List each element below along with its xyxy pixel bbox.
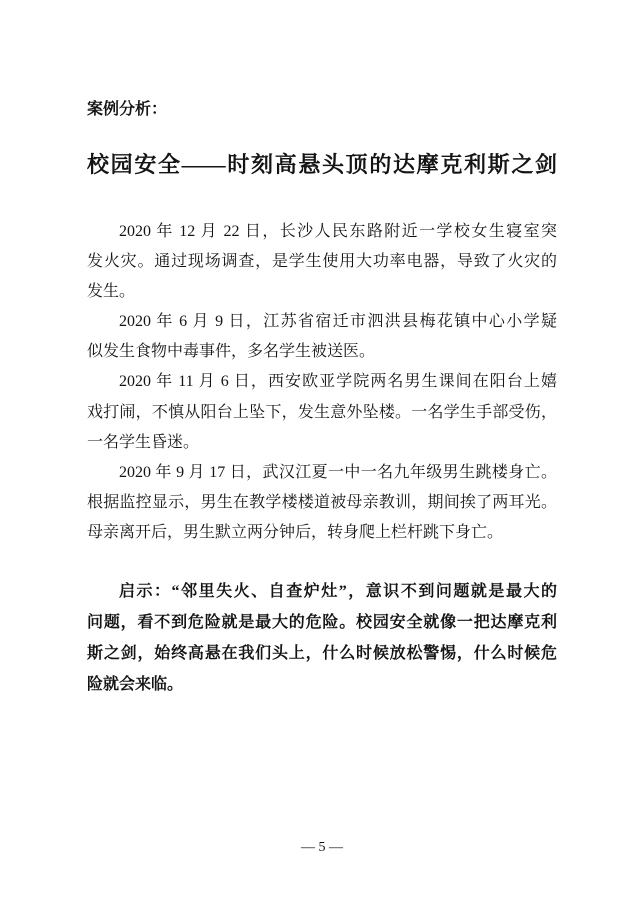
case-line: 戏打闹，不慎从阳台上坠下，发生意外坠楼。一名学生手部受伤， <box>87 403 557 421</box>
insight-line: 斯之剑，始终高悬在我们头上，什么时候放松警惕，什么时候危 <box>87 645 557 662</box>
case-paragraph <box>87 367 557 457</box>
case-line: 发火灾。通过现场调查，是学生使用大功率电器，导致了火灾的 <box>87 253 557 271</box>
case-line: 一名学生昏迷。 <box>87 433 200 451</box>
case-line: 发生。 <box>87 283 136 301</box>
case-line: 2020 年 9 月 17 日，武汉江夏一中一名九年级男生跳楼身亡。 <box>119 463 557 481</box>
case-line: 根据监控显示，男生在教学楼楼道被母亲教训，期间挨了两耳光。 <box>87 493 557 511</box>
insight-paragraph <box>87 576 557 700</box>
case-line: 2020 年 6 月 9 日，江苏省宿迁市泗洪县梅花镇中心小学疑 <box>119 313 557 331</box>
case-line: 2020 年 12 月 22 日，长沙人民东路附近一学校女生寝室突 <box>119 223 557 240</box>
case-line: 母亲离开后，男生默立两分钟后，转身爬上栏杆跳下身亡。 <box>87 523 504 541</box>
section-heading: 案例分析： <box>87 101 168 118</box>
insight-line: 问题，看不到危险就是最大的危险。校园安全就像一把达摩克利 <box>87 614 557 631</box>
insight-line: 险就会来临。 <box>87 676 184 693</box>
page-number: — 5 — <box>301 840 343 855</box>
insight-line: 启示：“邻里失火、自查炉灶”，意识不到问题就是最大的 <box>119 583 557 600</box>
case-line: 2020 年 11 月 6 日，西安欧亚学院两名男生课间在阳台上嬉 <box>119 373 557 391</box>
case-paragraph <box>87 307 557 367</box>
document-title: 校园安全——时刻高悬头顶的达摩克利斯之剑 <box>87 152 557 177</box>
case-paragraph <box>87 217 557 307</box>
case-line: 似发生食物中毒事件，多名学生被送医。 <box>87 343 376 361</box>
case-paragraph <box>87 458 557 548</box>
case-list <box>87 217 557 548</box>
